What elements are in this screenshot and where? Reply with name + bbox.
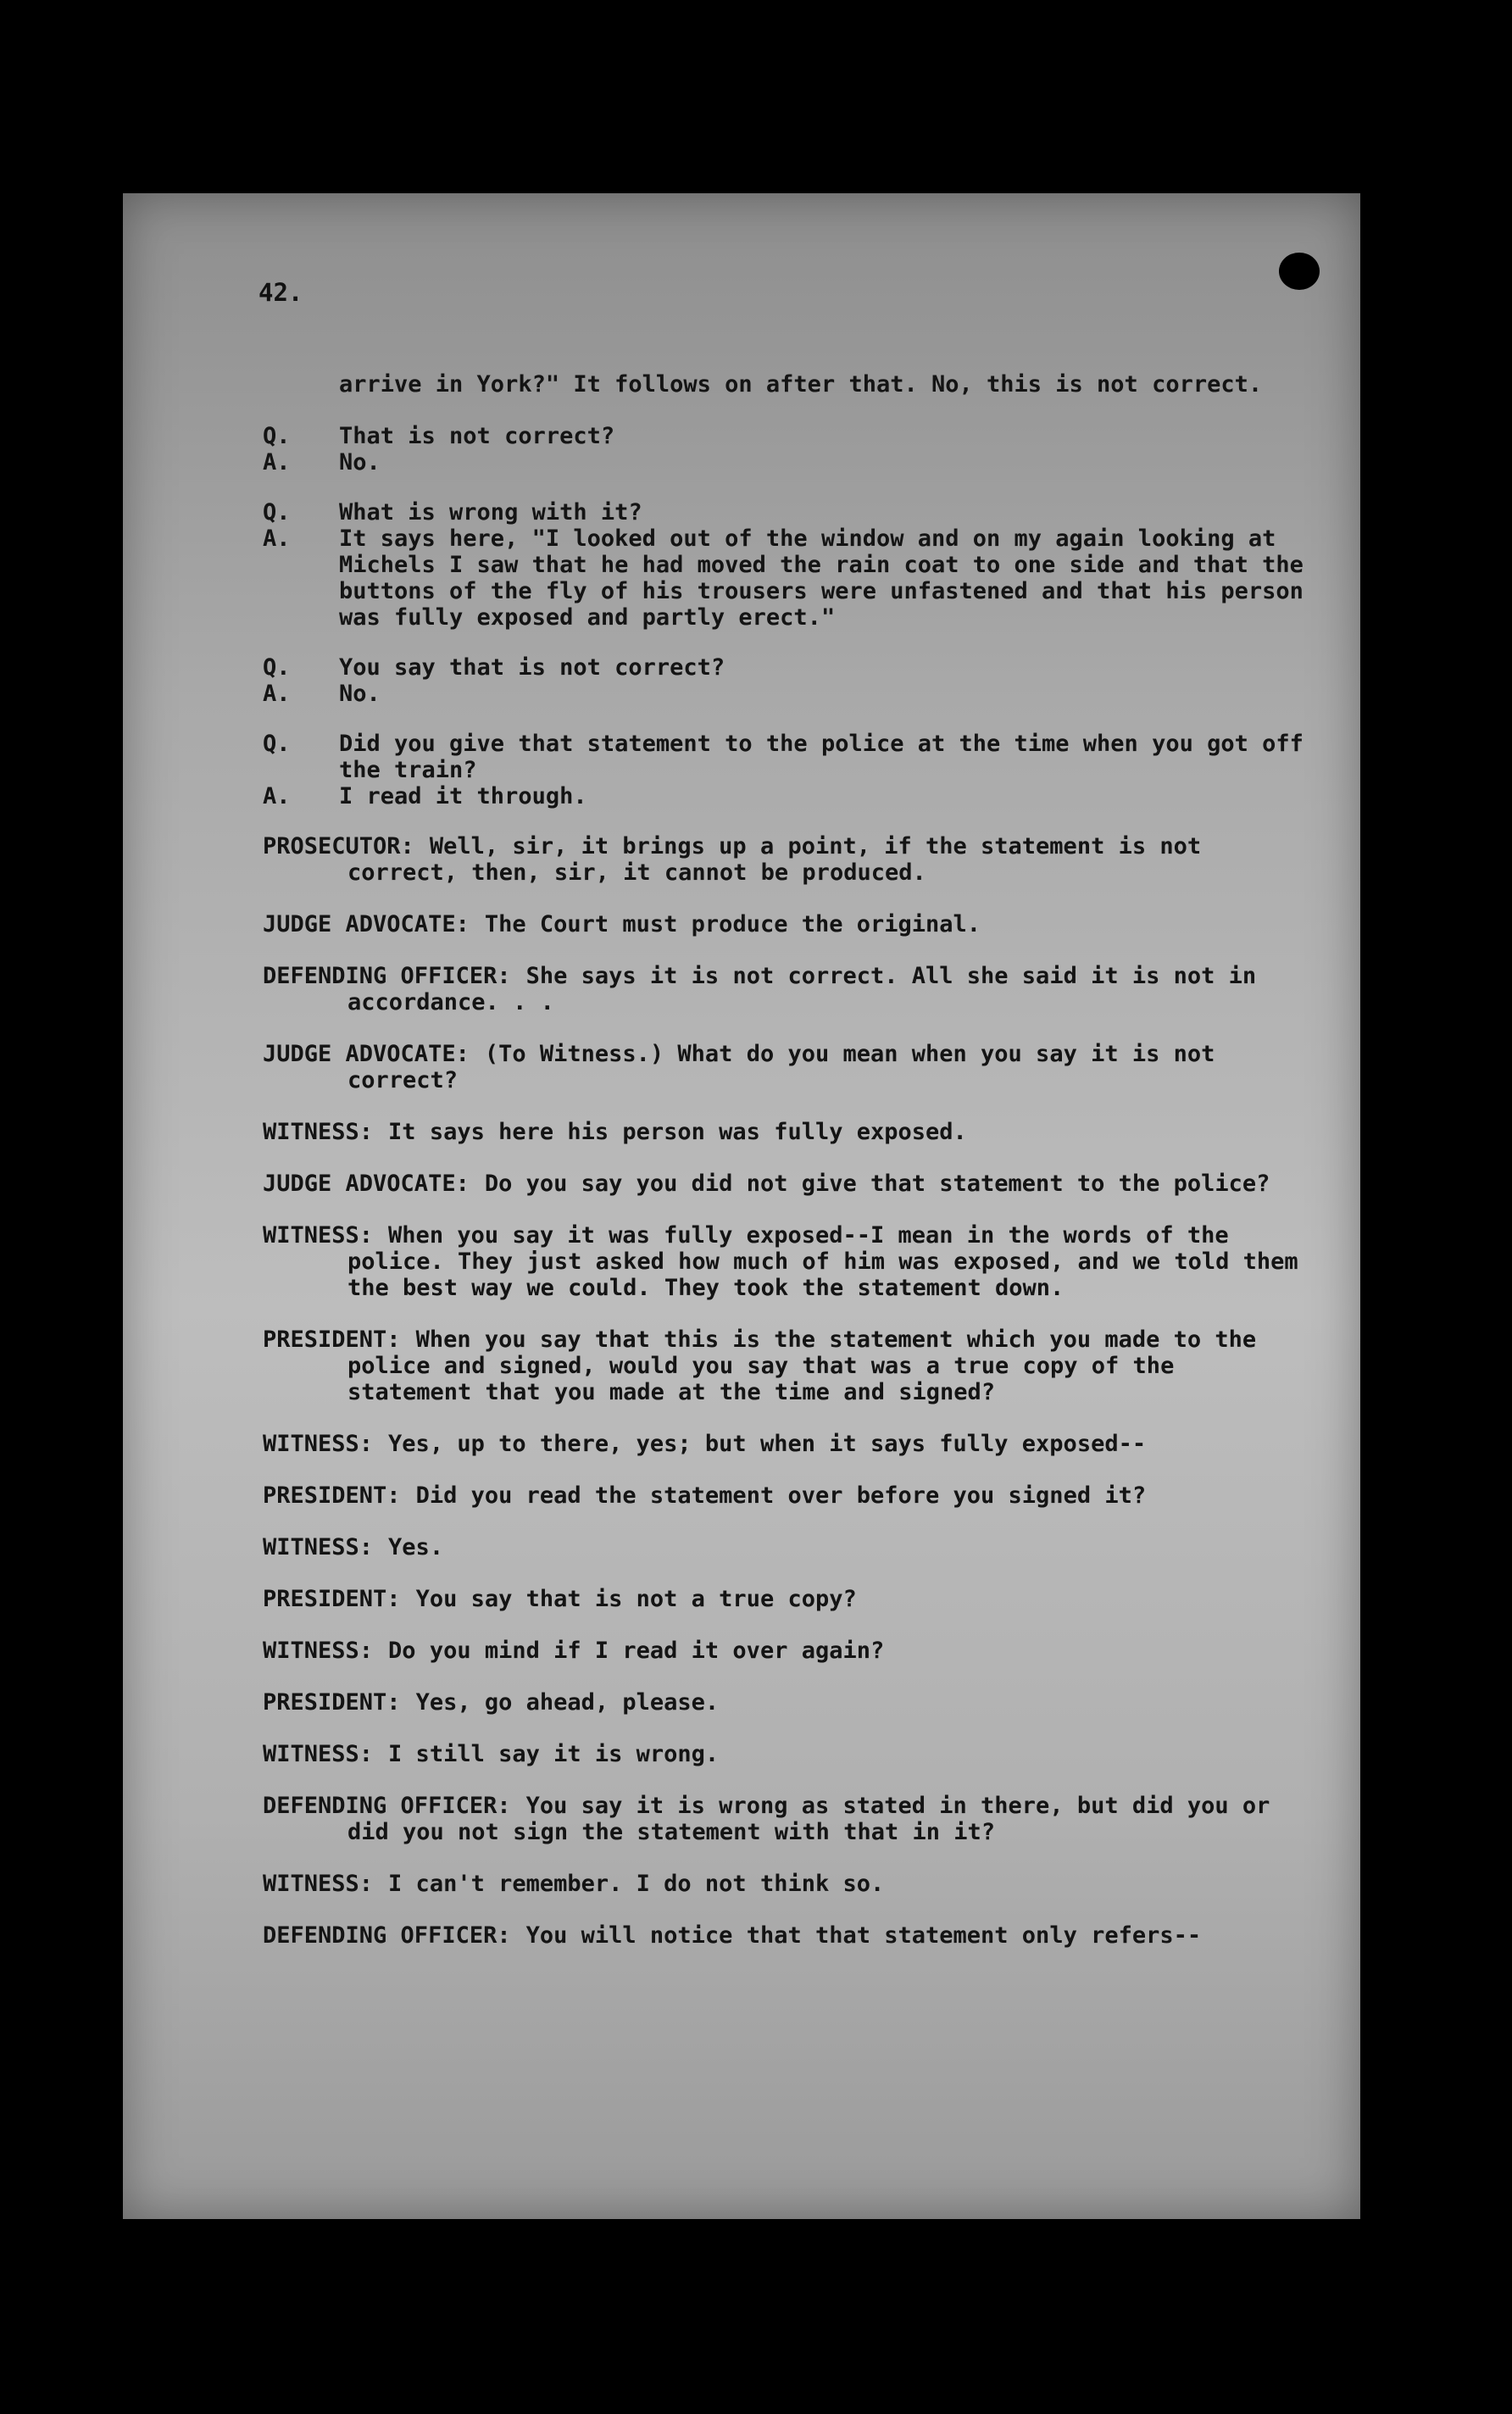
speaker-label: WITNESS:	[263, 1222, 374, 1249]
speaker-text: I still say it is wrong.	[388, 1741, 720, 1767]
speaker-text: Well, sir, it brings up a point, if the statement is not correct, then, sir, it cannot be produced.	[347, 833, 1202, 886]
answer-text: No.	[339, 681, 381, 707]
speaker-text: (To Witness.) What do you mean when you say it is not correct?	[347, 1041, 1215, 1093]
speaker-label: PRESIDENT:	[263, 1586, 401, 1612]
question-mark: Q.	[263, 654, 291, 681]
speaker-text: She says it is not correct. All she said it is not in accordance. . .	[347, 963, 1257, 1015]
answer-text: No.	[339, 449, 381, 476]
speaker-turn	[263, 1793, 1305, 1845]
document-page	[123, 193, 1360, 2219]
speaker-label: PRESIDENT:	[263, 1327, 401, 1353]
speaker-turn	[263, 963, 1305, 1015]
speaker-text: Do you mind if I read it over again?	[388, 1638, 885, 1664]
speaker-label: WITNESS:	[263, 1741, 374, 1767]
speaker-text: You will notice that that statement only refers--	[525, 1922, 1202, 1949]
question-line	[263, 423, 1305, 449]
qa-block	[263, 654, 1305, 707]
qa-block	[263, 731, 1305, 809]
question-text: You say that is not correct?	[339, 654, 725, 681]
page-number: 42.	[258, 278, 303, 307]
speaker-turn	[263, 1119, 1305, 1145]
speaker-label: JUDGE ADVOCATE:	[263, 911, 470, 937]
speaker-turn	[263, 1431, 1305, 1457]
speaker-text: Do you say you did not give that statement to the police?	[484, 1171, 1270, 1197]
question-line	[263, 654, 1305, 681]
speaker-text: It says here his person was fully exposed.	[388, 1119, 967, 1145]
answer-line	[263, 526, 1305, 631]
speaker-turn	[263, 1222, 1305, 1301]
speaker-turn	[263, 1482, 1305, 1509]
speaker-turn	[263, 1041, 1305, 1093]
speaker-turn	[263, 911, 1305, 937]
speaker-label: DEFENDING OFFICER:	[263, 1922, 511, 1949]
speaker-text: Yes.	[388, 1534, 444, 1560]
speaker-turn	[263, 1741, 1305, 1767]
punch-hole-mark	[1279, 253, 1320, 290]
speaker-label: PROSECUTOR:	[263, 833, 414, 859]
speaker-label: WITNESS:	[263, 1119, 374, 1145]
speaker-turn	[263, 1922, 1305, 1949]
speaker-label: DEFENDING OFFICER:	[263, 1793, 511, 1819]
qa-block	[263, 499, 1305, 631]
question-text: Did you give that statement to the police at the time when you got off the train?	[339, 731, 1304, 783]
speaker-text: Yes, go ahead, please.	[415, 1689, 720, 1716]
speaker-turn	[263, 1327, 1305, 1405]
speaker-text: The Court must produce the original.	[484, 911, 981, 937]
answer-line	[263, 681, 1305, 707]
speaker-turn	[263, 1534, 1305, 1560]
speaker-turn	[263, 1171, 1305, 1197]
question-mark: Q.	[263, 423, 291, 449]
question-line	[263, 731, 1305, 783]
answer-mark: A.	[263, 681, 291, 707]
speaker-turn	[263, 1871, 1305, 1897]
speaker-turn	[263, 833, 1305, 886]
qa-section	[263, 423, 1305, 809]
speaker-text: You say it is wrong as stated in there, but did you or did you not sign the statement with that in it?	[347, 1793, 1270, 1845]
speaker-label: DEFENDING OFFICER:	[263, 963, 511, 989]
question-text: That is not correct?	[339, 423, 615, 449]
speaker-turn	[263, 1689, 1305, 1716]
speaker-label: JUDGE ADVOCATE:	[263, 1041, 470, 1067]
speaker-label: WITNESS:	[263, 1638, 374, 1664]
transcript-body	[263, 371, 1305, 1974]
answer-mark: A.	[263, 449, 291, 476]
answer-text: It says here, "I looked out of the window and on my again looking at Michels I saw that he had moved the rain coat to one side and that the buttons of the fly of his trousers were unfastened and that his person was fully exposed and partly erect."	[339, 526, 1304, 631]
answer-mark: A.	[263, 783, 291, 809]
answer-line	[263, 783, 1305, 809]
speaker-text: When you say that this is the statement which you made to the police and signed, would you say that was a true copy of the statement that you made at the time and signed?	[347, 1327, 1257, 1405]
question-mark: Q.	[263, 731, 291, 757]
speaker-label: WITNESS:	[263, 1534, 374, 1560]
speaker-label: JUDGE ADVOCATE:	[263, 1171, 470, 1197]
speaker-label: PRESIDENT:	[263, 1689, 401, 1716]
speaker-text: I can't remember. I do not think so.	[388, 1871, 885, 1897]
speaker-label: WITNESS:	[263, 1431, 374, 1457]
answer-line	[263, 449, 1305, 476]
speaker-label: PRESIDENT:	[263, 1482, 401, 1509]
question-mark: Q.	[263, 499, 291, 526]
answer-mark: A.	[263, 526, 291, 552]
question-text: What is wrong with it?	[339, 499, 642, 526]
speaker-text: Yes, up to there, yes; but when it says fully exposed--	[388, 1431, 1147, 1457]
speaker-text: Did you read the statement over before you signed it?	[415, 1482, 1147, 1509]
answer-text: I read it through.	[339, 783, 587, 809]
continuation-paragraph: arrive in York?" It follows on after that. No, this is not correct.	[339, 371, 1263, 398]
speaker-label: WITNESS:	[263, 1871, 374, 1897]
speaker-turn	[263, 1638, 1305, 1664]
speaker-turn	[263, 1586, 1305, 1612]
speaker-exchanges	[263, 833, 1305, 1949]
speaker-text: You say that is not a true copy?	[415, 1586, 857, 1612]
speaker-text: When you say it was fully exposed--I mean in the words of the police. They just asked how much of him was exposed, and we told them the best way we could. They took the statement down.	[347, 1222, 1298, 1301]
question-line	[263, 499, 1305, 526]
qa-block	[263, 423, 1305, 476]
